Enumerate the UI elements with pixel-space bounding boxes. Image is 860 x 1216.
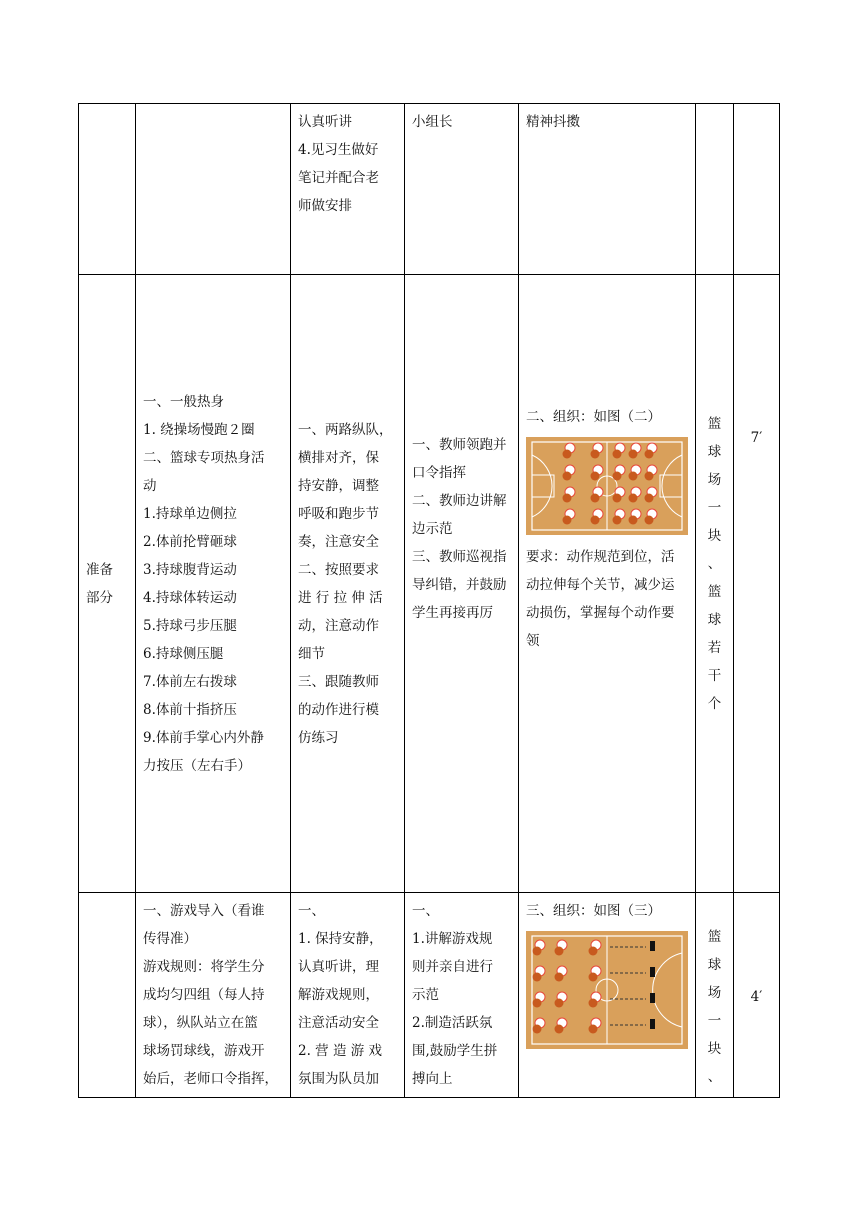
basketball-icon <box>613 493 622 502</box>
basketball-icon <box>563 515 572 524</box>
basketball-icon <box>589 947 598 956</box>
warmup-equipment-cell: 篮 球 场 一 块 、 篮 球 若 干 个 <box>696 275 734 893</box>
basketball-icon <box>533 973 542 982</box>
warmup-teacher-cell: 一、教师领跑并 口令指挥 二、教师边讲解 边示范 三、教师巡视指 导纠错，并鼓励 学生再接再厉 <box>405 275 519 893</box>
court-formation-diagram <box>526 437 688 535</box>
basketball-icon <box>629 449 638 458</box>
basketball-icon <box>591 449 600 458</box>
basketball-icon <box>563 449 572 458</box>
game-organization-cell <box>519 893 696 1098</box>
student-activity-cell: 认真听讲 4.见习生做好 笔记并配合老 师做安排 <box>291 104 405 275</box>
time-value: 7′ <box>750 429 763 446</box>
basketball-icon <box>589 999 598 1008</box>
basketball-icon <box>563 493 572 502</box>
teacher-activity-cell: 小组长 <box>405 104 519 275</box>
basketball-icon <box>629 493 638 502</box>
equipment-cell <box>696 104 734 275</box>
game-equipment-cell: 篮 球 场 一 块 、 <box>696 893 734 1098</box>
game-time-cell <box>734 893 780 1098</box>
basketball-icon <box>555 947 564 956</box>
basketball-icon <box>645 515 654 524</box>
basketball-icon <box>591 471 600 480</box>
target-marker <box>650 1019 655 1029</box>
time-cell <box>734 104 780 275</box>
basketball-icon <box>645 493 654 502</box>
basketball-icon <box>555 973 564 982</box>
basketball-icon <box>591 493 600 502</box>
target-marker <box>650 993 655 1003</box>
section-cell <box>79 104 136 275</box>
warmup-content-cell: 一、一般热身 1. 绕操场慢跑２圈 二、篮球专项热身活 动 1.持球单边侧拉 2.体前抡臂砸球 3.持球腹背运动 4.持球体转运动 5.持球弓步压腿 6.持球侧压腿 7.体前左右拨球 8.体前十指挤压 9.体前手掌心内外静 力按压（左右手） <box>136 275 291 893</box>
section-cell <box>79 893 136 1098</box>
table-row-warmup <box>79 275 780 893</box>
basketball-icon <box>533 1025 542 1034</box>
basketball-icon <box>589 973 598 982</box>
basketball-icon <box>613 471 622 480</box>
section-label-cell: 准备 部分 <box>79 275 136 893</box>
warmup-student-cell: 一、两路纵队， 横排对齐，保 持安静，调整 呼吸和跑步节 奏，注意安全 二、按照要求 进 行 拉 伸 活 动，注意动作 细节 三、跟随教师 的动作进行模 仿练习 <box>291 275 405 893</box>
lesson-plan-table <box>78 103 780 1098</box>
content-cell <box>136 104 291 275</box>
warmup-time-cell <box>734 275 780 893</box>
formation-title: 三、组织：如图（三） <box>526 903 661 919</box>
game-student-cell: 一、 1. 保持安静， 认真听讲，理 解游戏规则， 注意活动安全 2. 营 造 游 戏 氛围为队员加 <box>291 893 405 1098</box>
target-marker <box>650 941 655 951</box>
table-row-continued <box>79 104 780 275</box>
time-value: 4′ <box>750 989 763 1005</box>
basketball-icon <box>613 515 622 524</box>
basketball-icon <box>645 449 654 458</box>
basketball-icon <box>589 1025 598 1034</box>
basketball-icon <box>645 471 654 480</box>
basketball-icon <box>629 515 638 524</box>
basketball-icon <box>613 449 622 458</box>
table-row-game <box>79 893 780 1098</box>
basketball-icon <box>555 1025 564 1034</box>
basketball-icon <box>591 515 600 524</box>
basketball-icon <box>533 947 542 956</box>
formation-title: 二、组织：如图（二） <box>526 408 661 425</box>
basketball-icon <box>533 999 542 1008</box>
organization-cell: 精神抖擞 <box>519 104 696 275</box>
warmup-organization-cell: 二、组织：如图（二） 要求：动作规范到位，活 动拉伸每个关节，减少运 动损伤，掌握每个动作要 领 <box>519 275 696 893</box>
target-marker <box>650 967 655 977</box>
basketball-icon <box>563 471 572 480</box>
game-teacher-cell: 一、 1.讲解游戏规 则并亲自进行 示范 2.制造活跃氛 围,鼓励学生拼 搏向上 <box>405 893 519 1098</box>
section-label: 准备 <box>86 561 113 578</box>
basketball-icon <box>555 999 564 1008</box>
court-formation-diagram-game <box>526 931 688 1049</box>
game-content-cell: 一、游戏导入（看谁 传得准） 游戏规则：将学生分 成均匀四组（每人持 球），纵队站立在篮 球场罚球线，游戏开 始后，老师口令指挥， <box>136 893 291 1098</box>
basketball-icon <box>629 471 638 480</box>
